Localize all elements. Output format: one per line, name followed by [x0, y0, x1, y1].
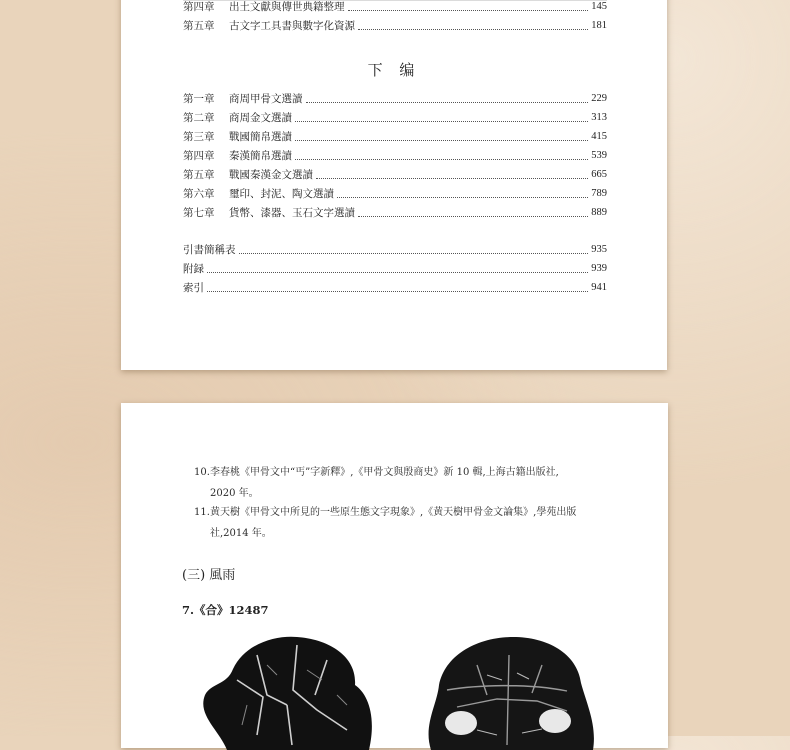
- toc-chapter: 第七章: [183, 207, 215, 219]
- reference-text-continued: 2020 年。: [210, 488, 259, 499]
- toc-title: 商周金文選讀: [229, 112, 292, 124]
- toc-page-number: 145: [591, 1, 607, 12]
- toc-row[interactable]: [183, 91, 607, 107]
- reference-number: 11.: [194, 507, 210, 518]
- toc-leader: [337, 197, 588, 198]
- toc-title: 戰國簡帛選讀: [229, 131, 292, 143]
- toc-row[interactable]: [183, 18, 607, 34]
- toc-page-number: 539: [591, 150, 607, 161]
- oracle-bone-rubbing-left: [197, 635, 377, 750]
- toc-row[interactable]: [183, 0, 607, 15]
- item-title: 7.《合》12487: [182, 603, 269, 617]
- toc-chapter: 第五章: [183, 20, 215, 32]
- toc-chapter: 第五章: [183, 169, 215, 181]
- toc-leader: [295, 159, 588, 160]
- toc-chapter: 第二章: [183, 112, 215, 124]
- toc-leader: [348, 10, 589, 11]
- section-title: 下 编: [367, 61, 421, 79]
- toc-leader: [295, 140, 588, 141]
- content-page: [121, 403, 668, 748]
- oracle-bone-rubbing-right: [417, 635, 597, 750]
- toc-page-number: 665: [591, 169, 607, 180]
- toc-title: 貨幣、漆器、玉石文字選讀: [229, 207, 355, 219]
- toc-chapter: 第四章: [183, 1, 215, 13]
- toc-title: 索引: [183, 282, 204, 294]
- toc-title: 璽印、封泥、陶文選讀: [229, 188, 334, 200]
- toc-page-number: 935: [591, 244, 607, 255]
- toc-leader: [358, 29, 588, 30]
- toc-row[interactable]: [183, 205, 607, 221]
- toc-title: 出土文獻與傳世典籍整理: [229, 1, 345, 13]
- toc-page-number: 313: [591, 112, 607, 123]
- reference-text: 李春桃《甲骨文中“丐”字新釋》,《甲骨文與殷商史》新 10 輯,上海古籍出版社,: [210, 467, 559, 478]
- toc-chapter: 第四章: [183, 150, 215, 162]
- toc-row[interactable]: [183, 280, 607, 296]
- toc-page: [121, 0, 667, 370]
- subsection-title: (三) 風雨: [182, 568, 236, 583]
- toc-title: 戰國秦漢金文選讀: [229, 169, 313, 181]
- toc-chapter: 第三章: [183, 131, 215, 143]
- toc-row[interactable]: [183, 110, 607, 126]
- toc-leader: [295, 121, 588, 122]
- toc-leader: [207, 272, 588, 273]
- toc-row[interactable]: [183, 129, 607, 145]
- toc-leader: [358, 216, 588, 217]
- toc-row[interactable]: [183, 186, 607, 202]
- toc-page-number: 939: [591, 263, 607, 274]
- reference-item: [194, 462, 614, 504]
- toc-title: 商周甲骨文選讀: [229, 93, 303, 105]
- toc-row[interactable]: [183, 242, 607, 258]
- toc-row[interactable]: [183, 261, 607, 277]
- toc-title: 附録: [183, 263, 204, 275]
- toc-page-number: 229: [591, 93, 607, 104]
- reference-number: 10.: [194, 467, 210, 478]
- toc-leader: [239, 253, 589, 254]
- toc-page-number: 941: [591, 282, 607, 293]
- reference-text-continued: 社,2014 年。: [210, 528, 272, 539]
- toc-page-number: 181: [591, 20, 607, 31]
- toc-chapter: 第一章: [183, 93, 215, 105]
- toc-row[interactable]: [183, 167, 607, 183]
- toc-title: 秦漢簡帛選讀: [229, 150, 292, 162]
- toc-page-number: 889: [591, 207, 607, 218]
- toc-row[interactable]: [183, 148, 607, 164]
- toc-title: 古文字工具書與數字化資源: [229, 20, 355, 32]
- toc-chapter: 第六章: [183, 188, 215, 200]
- toc-title: 引書簡稱表: [183, 244, 236, 256]
- toc-leader: [207, 291, 588, 292]
- toc-leader: [316, 178, 588, 179]
- toc-leader: [306, 102, 589, 103]
- reference-text: 黄天樹《甲骨文中所見的一些原生態文字現象》,《黄天樹甲骨金文論集》,學苑出版: [210, 507, 577, 518]
- toc-page-number: 415: [591, 131, 607, 142]
- toc-page-number: 789: [591, 188, 607, 199]
- reference-item: [194, 502, 614, 544]
